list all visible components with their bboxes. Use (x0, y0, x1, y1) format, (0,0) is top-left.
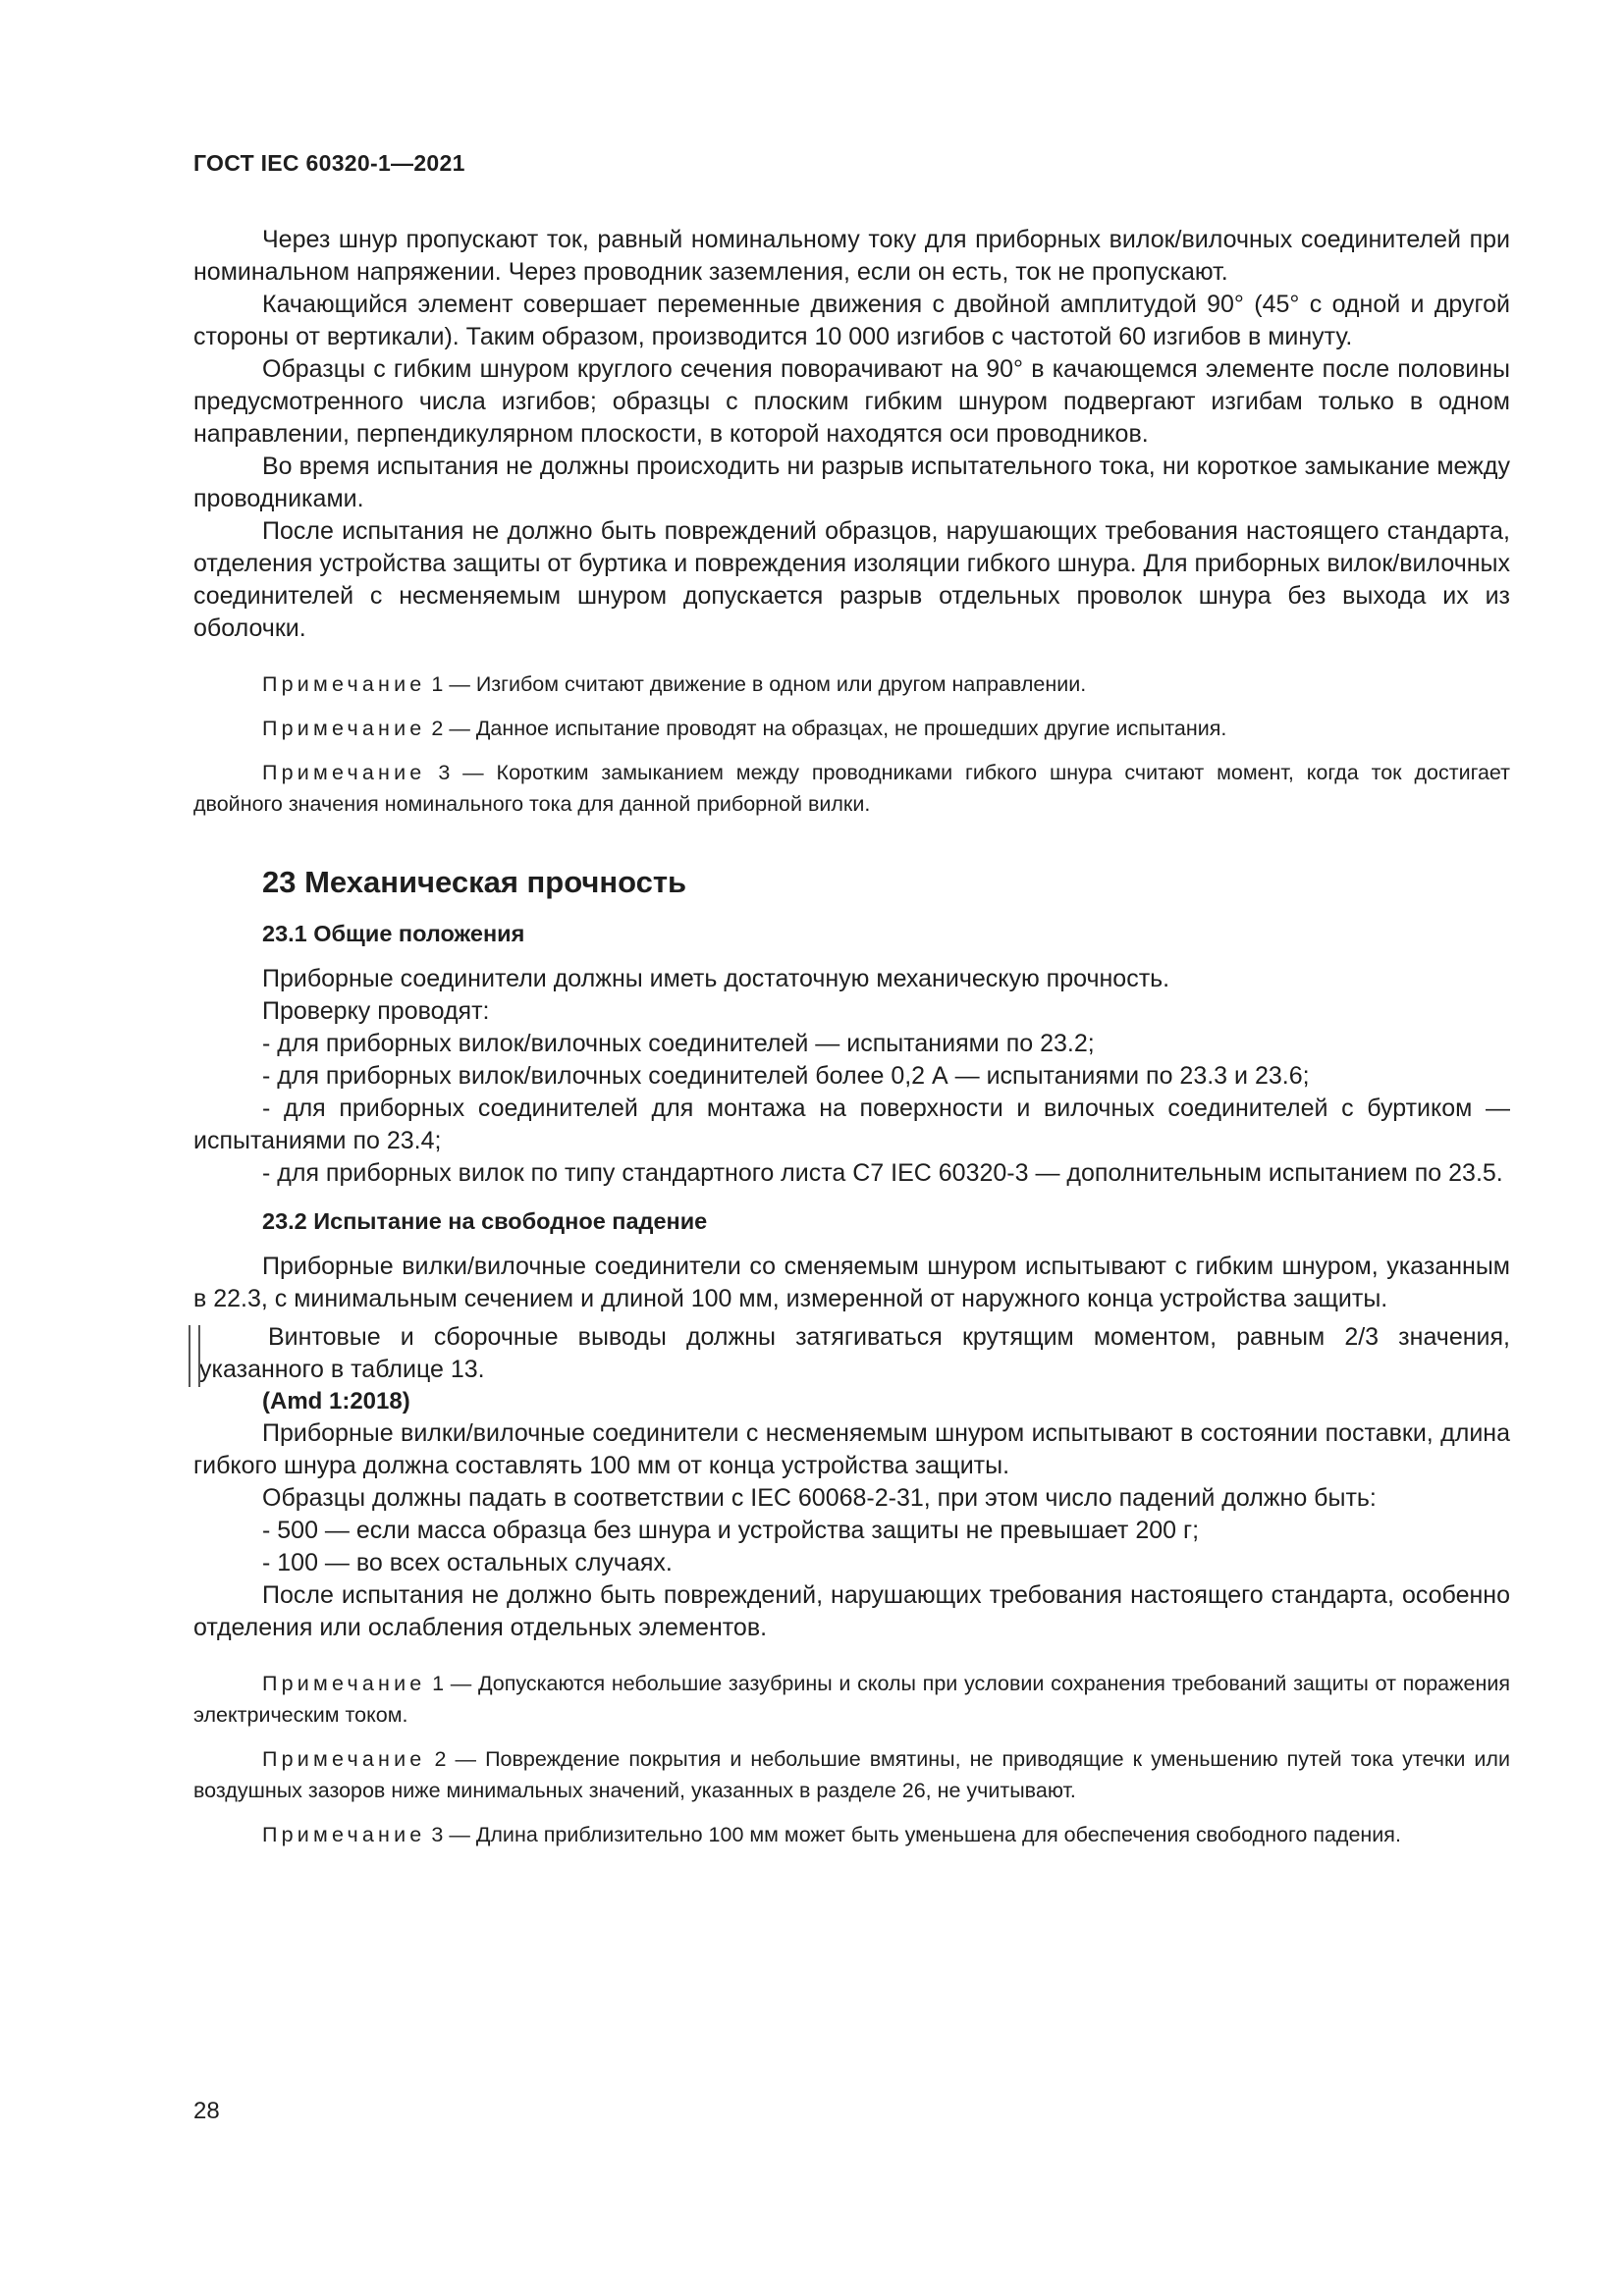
list-item: - для приборных вилок/вилочных соединителей более 0,2 А — испытаниями по 23.3 и 23.6; (262, 1062, 1310, 1090)
amended-text-block (193, 1321, 1510, 1386)
paragraph: После испытания не должно быть повреждений образцов, нарушающих требования настоящего стандарта, отделения устройства защиты от буртика и повреждения изоляции гибкого шнура. Для приборных вилок/вилочных соединителей с несменяемым шнуром допускается разрыв отдельных проволок шнура без выхода их из оболочки. (193, 517, 1510, 642)
note-label: Примечание (262, 717, 426, 740)
paragraph: После испытания не должно быть повреждений, нарушающих требования настоящего стандарта, особенно отделения или ослабления отдельных элементов. (193, 1581, 1510, 1641)
list-item: - для приборных вилок/вилочных соединителей — испытаниями по 23.2; (262, 1030, 1095, 1057)
note-label: Примечание (262, 1747, 426, 1771)
note-label: Примечание (262, 1672, 426, 1695)
note-text: 2 — Данное испытание проводят на образцах, не прошедших другие испытания. (425, 717, 1227, 740)
amendment-reference: (Amd 1:2018) (262, 1388, 410, 1415)
paragraph: Винтовые и сборочные выводы должны затягиваться крутящим моментом, равным 2/3 значения, указанного в таблице 13. (199, 1323, 1510, 1383)
list-item: - для приборных вилок по типу стандартного листа С7 IEC 60320-3 — дополнительным испытанием по 23.5. (262, 1159, 1503, 1187)
list-item: - 100 — во всех остальных случаях. (262, 1549, 673, 1576)
note-label: Примечание (262, 1823, 426, 1846)
note-text: 3 — Коротким замыканием между проводниками гибкого шнура считают момент, когда ток достигает двойного значения номинального тока для данной приборной вилки. (193, 761, 1510, 816)
page-number: 28 (193, 2098, 220, 2124)
note-text: 1 — Допускаются небольшие зазубрины и сколы при условии сохранения требований защиты от поражения электрическим током. (193, 1672, 1510, 1727)
note (193, 668, 1510, 700)
note (193, 1743, 1510, 1806)
note-text: 1 — Изгибом считают движение в одном или другом направлении. (425, 672, 1087, 696)
paragraph: Во время испытания не должны происходить ни разрыв испытательного тока, ни короткое замыкание между проводниками. (193, 453, 1510, 512)
paragraph: Образцы с гибким шнуром круглого сечения поворачивают на 90° в качающемся элементе после половины предусмотренного числа изгибов; образцы с плоским гибким шнуром подвергают изгибам только в одном направлении, перпендикулярном плоскости, в которой находятся оси проводников. (193, 355, 1510, 448)
subsection-heading: 23.2 Испытание на свободное падение (262, 1208, 708, 1234)
paragraph: Проверку проводят: (262, 997, 490, 1025)
note-text: 3 — Длина приблизительно 100 мм может быть уменьшена для обеспечения свободного падения. (425, 1823, 1401, 1846)
section-heading: 23 Механическая прочность (262, 865, 687, 899)
paragraph: Качающийся элемент совершает переменные движения с двойной амплитудой 90° (45° с одной и другой стороны от вертикали). Таким образом, производится 10 000 изгибов с частотой 60 изгибов в минуту. (193, 291, 1510, 350)
document-header: ГОСТ IEC 60320-1—2021 (193, 150, 465, 176)
document-body (193, 224, 1510, 1850)
list-item: - для приборных соединителей для монтажа на поверхности и вилочных соединителей с буртиком — испытаниями по 23.4; (193, 1095, 1510, 1154)
paragraph: Приборные соединители должны иметь достаточную механическую прочность. (262, 965, 1170, 992)
paragraph: Приборные вилки/вилочные соединители со сменяемым шнуром испытывают с гибким шнуром, указанным в 22.3, с минимальным сечением и длиной 100 мм, измеренной от наружного конца устройства защиты. (193, 1253, 1510, 1312)
list-item: - 500 — если масса образца без шнура и устройства защиты не превышает 200 г; (262, 1517, 1200, 1544)
note (193, 713, 1510, 744)
note-label: Примечание (262, 761, 426, 784)
note (193, 1668, 1510, 1731)
subsection-heading: 23.1 Общие положения (262, 921, 525, 946)
paragraph: Через шнур пропускают ток, равный номинальному току для приборных вилок/вилочных соединителей при номинальном напряжении. Через проводник заземления, если он есть, ток не пропускают. (193, 226, 1510, 286)
note-label: Примечание (262, 672, 426, 696)
note-text: 2 — Повреждение покрытия и небольшие вмятины, не приводящие к уменьшению путей тока утечки или воздушных зазоров ниже минимальных значений, указанных в разделе 26, не учитывают. (193, 1747, 1510, 1802)
note (193, 1819, 1510, 1850)
note (193, 757, 1510, 820)
paragraph: Образцы должны падать в соответствии с IEC 60068-2-31, при этом число падений должно быть: (262, 1484, 1377, 1512)
paragraph: Приборные вилки/вилочные соединители с несменяемым шнуром испытывают в состоянии поставки, длина гибкого шнура должна составлять 100 мм от конца устройства защиты. (193, 1419, 1510, 1479)
